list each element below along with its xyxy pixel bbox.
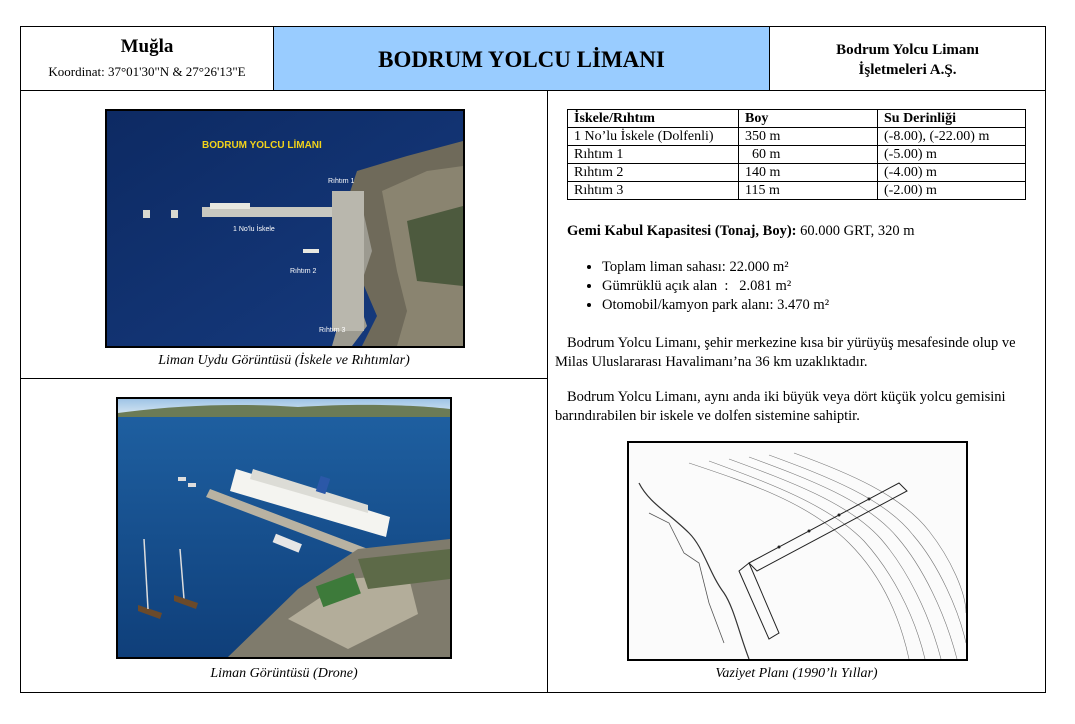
drone-caption: Liman Görüntüsü (Drone) bbox=[210, 666, 358, 681]
drone-image bbox=[116, 397, 452, 659]
list-item: • Gümrüklü açık alan : 2.081 m² bbox=[602, 277, 829, 296]
company-line-2: İşletmeleri A.Ş. bbox=[858, 62, 957, 78]
cell-berth: 1 No’lu İskele (Dolfenli) bbox=[568, 128, 739, 146]
facts-list bbox=[580, 258, 829, 315]
cell-depth: (-2.00) m bbox=[878, 182, 1026, 200]
header-length: Boy bbox=[739, 110, 878, 128]
berth-table bbox=[567, 109, 1026, 200]
label-quay-1: Rıhtım 1 bbox=[328, 178, 355, 185]
cell-length: 140 m bbox=[739, 164, 878, 182]
header-depth: Su Derinliği bbox=[878, 110, 1026, 128]
table-row bbox=[568, 128, 1026, 146]
satellite-caption: Liman Uydu Görüntüsü (İskele ve Rıhtımlar) bbox=[158, 353, 410, 368]
header-berth: İskele/Rıhtım bbox=[568, 110, 739, 128]
label-pier: 1 No'lu İskele bbox=[233, 226, 275, 233]
coordinates: Koordinat: 37°01'30"N & 27°26'13"E bbox=[48, 64, 246, 79]
capacity-value: 60.000 GRT, 320 m bbox=[796, 223, 915, 239]
label-quay-3: Rıhtım 3 bbox=[319, 327, 346, 334]
cell-depth: (-4.00) m bbox=[878, 164, 1026, 182]
table-row bbox=[568, 164, 1026, 182]
header-location-cell bbox=[20, 26, 274, 91]
cell-berth: Rıhtım 1 bbox=[568, 146, 739, 164]
page-title: BODRUM YOLCU LİMANI bbox=[378, 47, 665, 72]
cell-length: 60 m bbox=[739, 146, 878, 164]
table-header-row bbox=[568, 110, 1026, 128]
company-name bbox=[770, 40, 1045, 80]
label-quay-2: Rıhtım 2 bbox=[290, 268, 317, 275]
satellite-overlay-title: BODRUM YOLCU LİMANI bbox=[202, 140, 322, 151]
list-item: • Otomobil/kamyon park alanı: 3.470 m² bbox=[602, 296, 829, 315]
list-item: • Toplam liman sahası: 22.000 m² bbox=[602, 258, 829, 277]
company-line-1: Bodrum Yolcu Limanı bbox=[836, 42, 979, 58]
left-divider bbox=[20, 378, 548, 379]
satellite-image bbox=[105, 109, 465, 348]
header-title-cell bbox=[273, 26, 770, 91]
table-row bbox=[568, 146, 1026, 164]
cell-length: 115 m bbox=[739, 182, 878, 200]
site-plan-caption: Vaziyet Planı (1990’lı Yıllar) bbox=[715, 666, 878, 681]
capacity-label: Gemi Kabul Kapasitesi (Tonaj, Boy): bbox=[567, 223, 797, 239]
table-row bbox=[568, 182, 1026, 200]
cell-berth: Rıhtım 3 bbox=[568, 182, 739, 200]
cell-berth: Rıhtım 2 bbox=[568, 164, 739, 182]
site-plan-image bbox=[627, 441, 968, 661]
capacity-line bbox=[567, 222, 915, 241]
paragraph-capacity: Bodrum Yolcu Limanı, aynı anda iki büyük veya dört küçük yolcu gemisini barındırabilen bir iskele ve dolfen sistemine sahiptir. bbox=[555, 389, 1006, 424]
city-name: Muğla bbox=[120, 36, 174, 57]
header-company-cell bbox=[769, 26, 1046, 91]
cell-depth: (-5.00) m bbox=[878, 146, 1026, 164]
cell-depth: (-8.00), (-22.00) m bbox=[878, 128, 1026, 146]
paragraph-location: Bodrum Yolcu Limanı, şehir merkezine kısa bir yürüyüş mesafesinde olup ve Milas Uluslararası Havalimanı’na 36 km uzaklıktadır. bbox=[555, 335, 1016, 370]
cell-length: 350 m bbox=[739, 128, 878, 146]
